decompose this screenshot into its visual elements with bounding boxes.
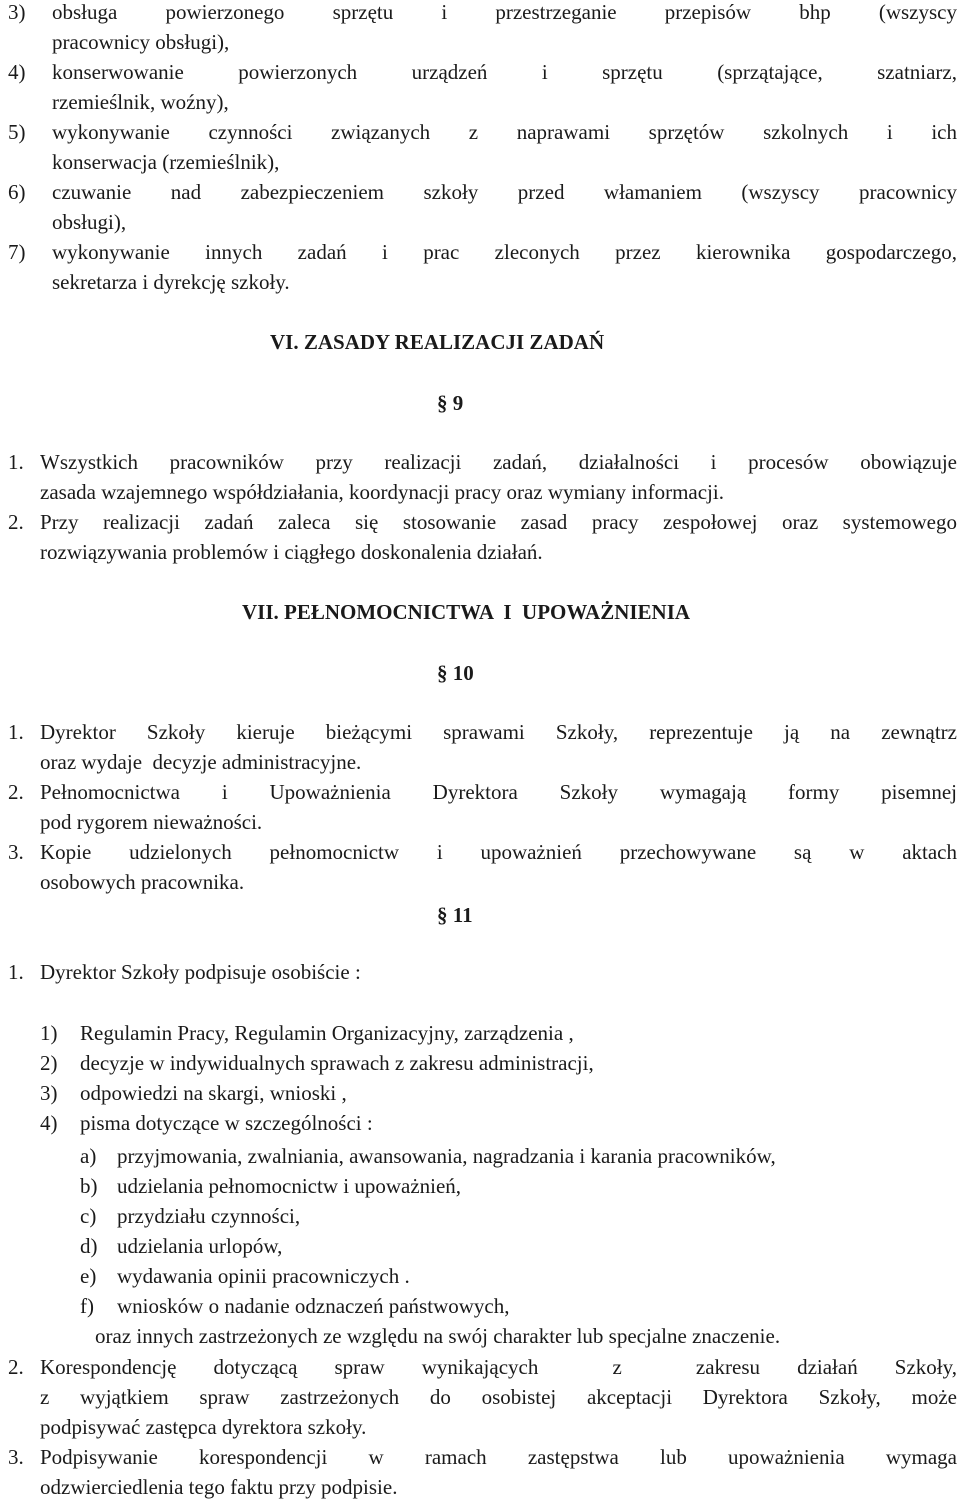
list-number: 4) [40, 1111, 58, 1135]
list-number: e) [80, 1264, 97, 1288]
list-number: 3. [8, 840, 24, 864]
list-number: 1) [40, 1021, 58, 1045]
list-text: podpisywać zastępca dyrektora szkoły. [40, 1415, 367, 1439]
list-text: pod rygorem nieważności. [40, 810, 263, 834]
list-number: c) [80, 1204, 97, 1228]
list-number: 5) [8, 120, 26, 144]
section-number: § 11 [437, 903, 473, 927]
list-text: czuwanie nad zabezpieczeniem szkoły przed włamaniem (wszyscy pracownicy [52, 180, 957, 204]
list-text: odpowiedzi na skargi, wnioski , [80, 1081, 347, 1105]
list-number: d) [80, 1234, 98, 1258]
list-text: udzielania urlopów, [117, 1234, 283, 1258]
list-text: Pełnomocnictwa i Upoważnienia Dyrektora Szkoły wymagają formy pisemnej [40, 780, 957, 804]
list-text: konserwacja (rzemieślnik), [52, 150, 280, 174]
list-text: wniosków o nadanie odznaczeń państwowych, [117, 1294, 510, 1318]
list-number: 2. [8, 1355, 24, 1379]
list-text: wydawania opinii pracowniczych . [117, 1264, 410, 1288]
list-text: oraz innych zastrzeżonych ze względu na swój charakter lub specjalne znaczenie. [95, 1324, 781, 1348]
list-text: rzemieślnik, woźny), [52, 90, 229, 114]
list-text: obsługi), [52, 210, 127, 234]
list-text: konserwowanie powierzonych urządzeń i sprzętu (sprzątające, szatniarz, [52, 60, 957, 84]
list-text: Podpisywanie korespondencji w ramach zastępstwa lub upoważnienia wymaga [40, 1445, 957, 1469]
list-number: b) [80, 1174, 98, 1198]
list-text: Regulamin Pracy, Regulamin Organizacyjny, zarządzenia , [80, 1021, 574, 1045]
list-text: Przy realizacji zadań zaleca się stosowanie zasad pracy zespołowej oraz systemowego [40, 510, 957, 534]
list-text: Dyrektor Szkoły podpisuje osobiście : [40, 960, 361, 984]
list-number: 3. [8, 1445, 24, 1469]
list-text: Kopie udzielonych pełnomocnictw i upoważnień przechowywane są w aktach [40, 840, 957, 864]
list-text: Korespondencję dotyczącą spraw wynikających z zakresu działań Szkoły, [40, 1355, 957, 1379]
list-number: 3) [8, 0, 26, 24]
list-text: udzielania pełnomocnictw i upoważnień, [117, 1174, 462, 1198]
list-text: pracownicy obsługi), [52, 30, 230, 54]
list-number: 4) [8, 60, 26, 84]
chapter-heading: VI. ZASADY REALIZACJI ZADAŃ [270, 330, 605, 354]
list-text: z wyjątkiem spraw zastrzeżonych do osobistej akceptacji Dyrektora Szkoły, może [40, 1385, 957, 1409]
list-text: obsługa powierzonego sprzętu i przestrzeganie przepisów bhp (wszyscy [52, 0, 957, 24]
list-text: wykonywanie czynności związanych z naprawami sprzętów szkolnych i ich [52, 120, 957, 144]
section-number: § 10 [437, 661, 474, 685]
list-text: pisma dotyczące w szczególności : [80, 1111, 373, 1135]
list-number: 2. [8, 780, 24, 804]
list-text: sekretarza i dyrekcję szkoły. [52, 270, 290, 294]
list-text: przyjmowania, zwalniania, awansowania, nagradzania i karania pracowników, [117, 1144, 776, 1168]
list-text: odzwierciedlenia tego faktu przy podpisie. [40, 1475, 398, 1499]
list-number: 7) [8, 240, 26, 264]
list-text: Wszystkich pracowników przy realizacji zadań, działalności i procesów obowiązuje [40, 450, 957, 474]
list-number: f) [80, 1294, 94, 1318]
chapter-heading: VII. PEŁNOMOCNICTWA I UPOWAŻNIENIA [242, 600, 691, 624]
list-text: przydziału czynności, [117, 1204, 301, 1228]
section-number: § 9 [437, 391, 464, 415]
list-number: 1. [8, 450, 24, 474]
list-text: zasada wzajemnego współdziałania, koordynacji pracy oraz wymiany informacji. [40, 480, 724, 504]
list-number: 1. [8, 960, 24, 984]
list-text: oraz wydaje decyzje administracyjne. [40, 750, 362, 774]
list-number: 1. [8, 720, 24, 744]
list-text: wykonywanie innych zadań i prac zleconych przez kierownika gospodarczego, [52, 240, 957, 264]
list-number: a) [80, 1144, 97, 1168]
list-number: 2) [40, 1051, 58, 1075]
list-text: decyzje w indywidualnych sprawach z zakresu administracji, [80, 1051, 594, 1075]
list-number: 2. [8, 510, 24, 534]
list-number: 6) [8, 180, 26, 204]
list-text: Dyrektor Szkoły kieruje bieżącymi sprawami Szkoły, reprezentuje ją na zewnątrz [40, 720, 957, 744]
list-text: osobowych pracownika. [40, 870, 245, 894]
list-text: rozwiązywania problemów i ciągłego doskonalenia działań. [40, 540, 543, 564]
list-number: 3) [40, 1081, 58, 1105]
